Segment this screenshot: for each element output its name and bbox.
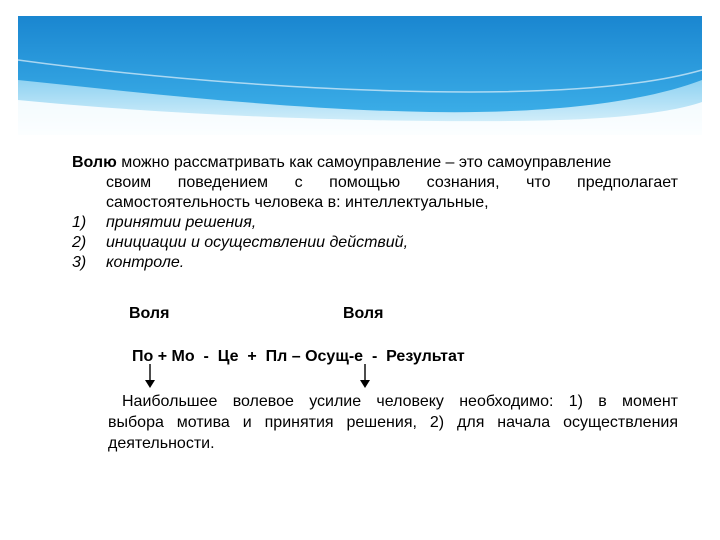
list-number: 2): [72, 234, 87, 251]
list-number: 1): [72, 214, 87, 231]
definition-paragraph: [72, 153, 678, 213]
conclusion-line-2: выбора мотива и принятия решения, 2) для начала осуществления: [108, 414, 678, 431]
list-text: принятии решения,: [106, 214, 257, 231]
formula-line: По + Мо - Це + Пл – Осущ-е - Результат: [132, 348, 465, 365]
header-wave-banner: [0, 0, 720, 150]
conclusion-paragraph: [108, 391, 678, 454]
definition-line-3: самостоятельность человека в: интеллектуальные,: [106, 194, 489, 211]
conclusion-line-1: Наибольшее волевое усилие человеку необходимо: 1) в момент: [122, 393, 678, 410]
list-number: 3): [72, 254, 87, 271]
definition-line-1: можно рассматривать как самоуправление – это самоуправление: [116, 154, 612, 171]
list-text: инициации и осуществлении действий,: [106, 234, 409, 251]
arrow-right: [360, 364, 370, 388]
will-label-right: Воля: [343, 305, 384, 322]
definition-line-2: своим поведением с помощью сознания, что предполагает: [106, 174, 678, 191]
definition-lead-term: Волю: [72, 154, 117, 171]
arrow-left: [145, 364, 155, 388]
will-label-left: Воля: [129, 305, 170, 322]
conclusion-line-3: деятельности.: [108, 435, 215, 452]
list-text: контроле.: [106, 254, 185, 271]
